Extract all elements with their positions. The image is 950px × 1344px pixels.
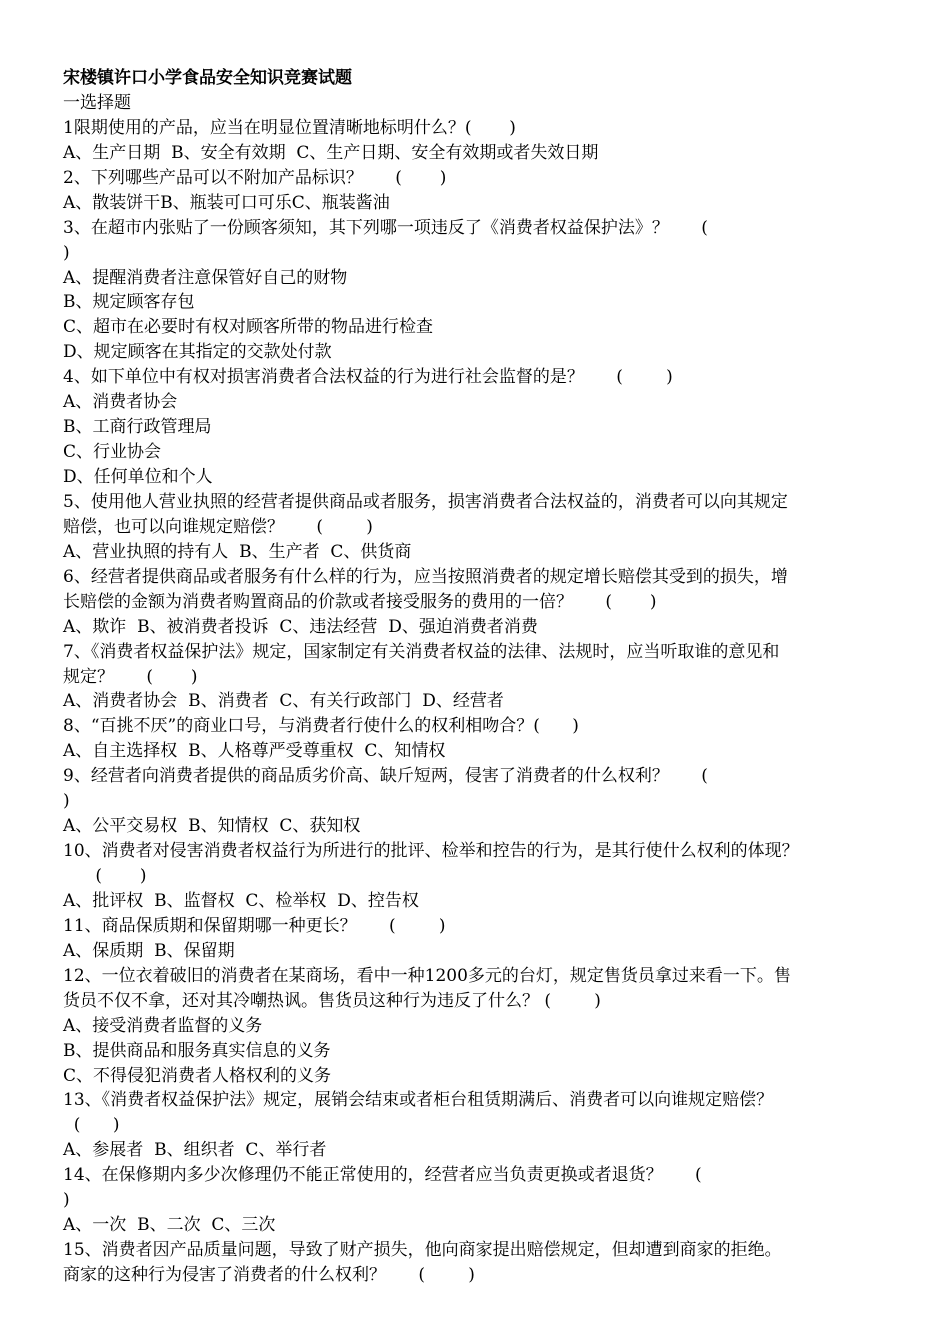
text-line: 9、经营者向消费者提供的商品质劣价高、缺斤短两，侵害了消费者的什么权利？ ( — [63, 766, 708, 787]
text-line: 11、商品保质期和保留期哪一种更长？ ( ) — [63, 915, 446, 936]
text-line: 14、在保修期内多少次修理仍不能正常使用的，经营者应当负责更换或者退货？ ( — [63, 1165, 702, 1186]
text-line: 5、使用他人营业执照的经营者提供商品或者服务，损害消费者合法权益的，消费者可以向其规定 — [63, 491, 788, 512]
document-title: 宋楼镇许口小学食品安全知识竞赛试题 — [63, 68, 352, 88]
text-line: ( ) — [63, 866, 147, 886]
text-line: D、任何单位和个人 — [63, 467, 213, 487]
text-line: A、自主选择权 B、人格尊严受尊重权 C、知情权 — [63, 741, 446, 762]
text-line: 商家的这种行为侵害了消费者的什么权利？ ( ) — [63, 1265, 475, 1285]
text-line: C、超市在必要时有权对顾客所带的物品进行检查 — [63, 317, 434, 338]
document-page — [63, 66, 893, 1288]
text-line: A、一次 B、二次 C、三次 — [63, 1215, 276, 1236]
text-line: A、消费者协会 B、消费者 C、有关行政部门 D、经营者 — [63, 691, 504, 712]
text-line: A、营业执照的持有人 B、生产者 C、供货商 — [63, 541, 412, 562]
text-line: 3、在超市内张贴了一份顾客须知，其下列哪一项违反了《消费者权益保护法》？ ( — [63, 217, 708, 238]
text-line: 4、如下单位中有权对损害消费者合法权益的行为进行社会监督的是？ ( ) — [63, 367, 673, 388]
text-line: 赔偿，也可以向谁规定赔偿？ ( ) — [63, 516, 373, 537]
text-line: A、保质期 B、保留期 — [63, 940, 235, 961]
text-line: C、行业协会 — [63, 442, 162, 463]
text-line: 一选择题 — [63, 92, 131, 113]
text-line: ) — [63, 242, 70, 263]
text-line: A、接受消费者监督的义务 — [63, 1015, 263, 1036]
text-line: 8、“百挑不厌”的商业口号，与消费者行使什么的权利相吻合？( ) — [63, 716, 579, 737]
text-line: B、规定顾客存包 — [63, 292, 195, 313]
text-line: 13、《消费者权益保护法》规定，展销会结束或者柜台租赁期满后、消费者可以向谁规定赔偿？ — [63, 1090, 774, 1111]
text-line: ( ) — [63, 1115, 120, 1136]
text-line: 10、消费者对侵害消费者权益行为所进行的批评、检举和控告的行为，是其行使什么权利的体现？ — [63, 841, 799, 862]
text-line: 6、经营者提供商品或者服务有什么样的行为，应当按照消费者的规定增长赔偿其受到的损失，增 — [63, 566, 788, 587]
text-line: A、公平交易权 B、知情权 C、获知权 — [63, 816, 361, 837]
text-line: 长赔偿的金额为消费者购置商品的价款或者接受服务的费用的一倍？ ( ) — [63, 591, 657, 612]
text-line: 规定？ ( ) — [63, 666, 198, 687]
text-line: B、工商行政管理局 — [63, 417, 212, 438]
text-line: A、消费者协会 — [63, 392, 178, 413]
text-line: 1限期使用的产品，应当在明显位置清晰地标明什么？( ) — [63, 117, 516, 138]
text-line: 2、下列哪些产品可以不附加产品标识？ ( ) — [63, 167, 447, 188]
text-line: 货员不仅不拿，还对其冷嘲热讽。售货员这种行为违反了什么？ ( ) — [63, 990, 601, 1011]
text-line: D、规定顾客在其指定的交款处付款 — [63, 342, 332, 363]
text-line: C、不得侵犯消费者人格权利的义务 — [63, 1065, 332, 1086]
text-line: ) — [63, 791, 70, 812]
text-line: A、参展者 B、组织者 C、举行者 — [63, 1140, 327, 1161]
text-line: 15、消费者因产品质量问题，导致了财产损失，他向商家提出赔偿规定，但却遭到商家的拒绝。 — [63, 1240, 782, 1261]
text-line: A、生产日期 B、安全有效期 C、生产日期、安全有效期或者失效日期 — [63, 142, 599, 163]
document-body — [63, 91, 893, 1288]
text-line: 7、《消费者权益保护法》规定，国家制定有关消费者权益的法律、法规时，应当听取谁的意见和 — [63, 641, 780, 662]
text-line: A、欺诈 B、被消费者投诉 C、违法经营 D、强迫消费者消费 — [63, 616, 538, 637]
text-line: 12、一位衣着破旧的消费者在某商场，看中一种1200多元的台灯，规定售货员拿过来看一下。售 — [63, 965, 791, 986]
text-line: ) — [63, 1190, 70, 1211]
text-line: A、提醒消费者注意保管好自己的财物 — [63, 267, 348, 288]
text-line: A、批评权 B、监督权 C、检举权 D、控告权 — [63, 890, 419, 911]
text-line: B、提供商品和服务真实信息的义务 — [63, 1040, 331, 1061]
text-line: A、散装饼干B、瓶装可口可乐C、瓶装酱油 — [63, 192, 390, 213]
